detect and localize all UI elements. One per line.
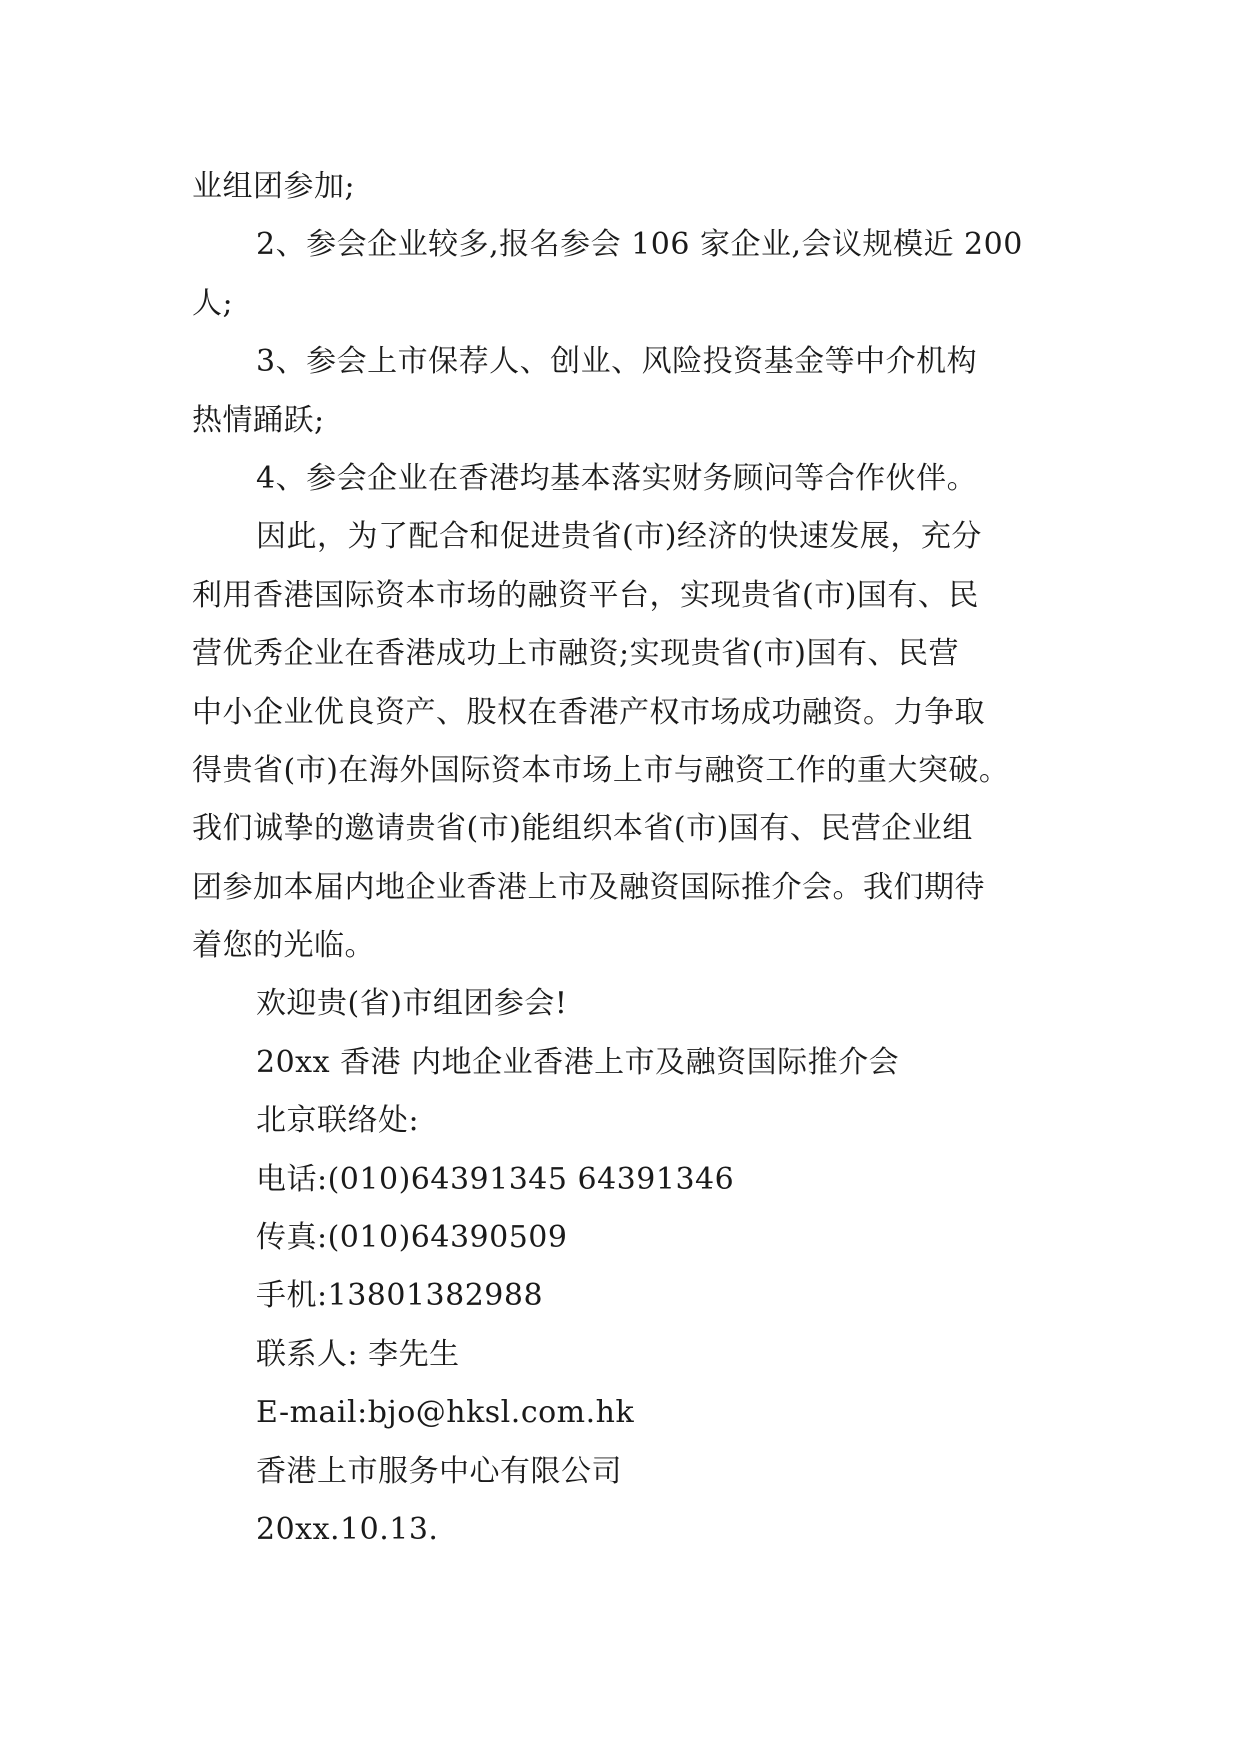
body-paragraph-start: 因此，为了配合和促进贵省(市)经济的快速发展，充分 (256, 519, 982, 555)
document-body (192, 158, 1052, 1559)
company-name: 香港上市服务中心有限公司 (256, 1453, 622, 1489)
paragraph-line: 着您的光临。 (192, 928, 375, 964)
mobile-line: 手机:13801382988 (256, 1278, 544, 1314)
paragraph-line: 热情踊跃; (192, 402, 325, 438)
paragraph-line: 我们诚挚的邀请贵省(市)能组织本省(市)国有、民营企业组 (192, 811, 973, 847)
welcome-line: 欢迎贵(省)市组团参会! (256, 986, 568, 1022)
paragraph-line: 营优秀企业在香港成功上市融资;实现贵省(市)国有、民营 (192, 636, 960, 672)
date-line: 20xx.10.13. (256, 1511, 439, 1547)
contact-person-line: 联系人: 李先生 (256, 1336, 460, 1372)
paragraph-line: 人; (192, 285, 234, 321)
paragraph-line: 中小企业优良资产、股权在香港产权市场成功融资。力争取 (192, 694, 985, 730)
email-line: E-mail:bjo@hksl.com.hk (256, 1395, 635, 1431)
paragraph-line: 业组团参加; (192, 169, 356, 204)
fax-line: 传真:(010)64390509 (256, 1220, 568, 1256)
event-title: 20xx 香港 内地企业香港上市及融资国际推介会 (256, 1044, 900, 1080)
phone-line: 电话:(010)64391345 64391346 (256, 1161, 735, 1197)
list-item-2: 2、参会企业较多,报名参会 106 家企业,会议规模近 200 (256, 227, 1023, 263)
office-heading: 北京联络处: (256, 1103, 420, 1139)
list-item-4: 4、参会企业在香港均基本落实财务顾问等合作伙伴。 (256, 460, 978, 496)
paragraph-line: 团参加本届内地企业香港上市及融资国际推介会。我们期待 (192, 869, 985, 905)
list-item-3: 3、参会上市保荐人、创业、风险投资基金等中介机构 (256, 344, 978, 380)
paragraph-line: 得贵省(市)在海外国际资本市场上市与融资工作的重大突破。 (192, 752, 1010, 788)
paragraph-line: 利用香港国际资本市场的融资平台，实现贵省(市)国有、民 (192, 577, 979, 613)
